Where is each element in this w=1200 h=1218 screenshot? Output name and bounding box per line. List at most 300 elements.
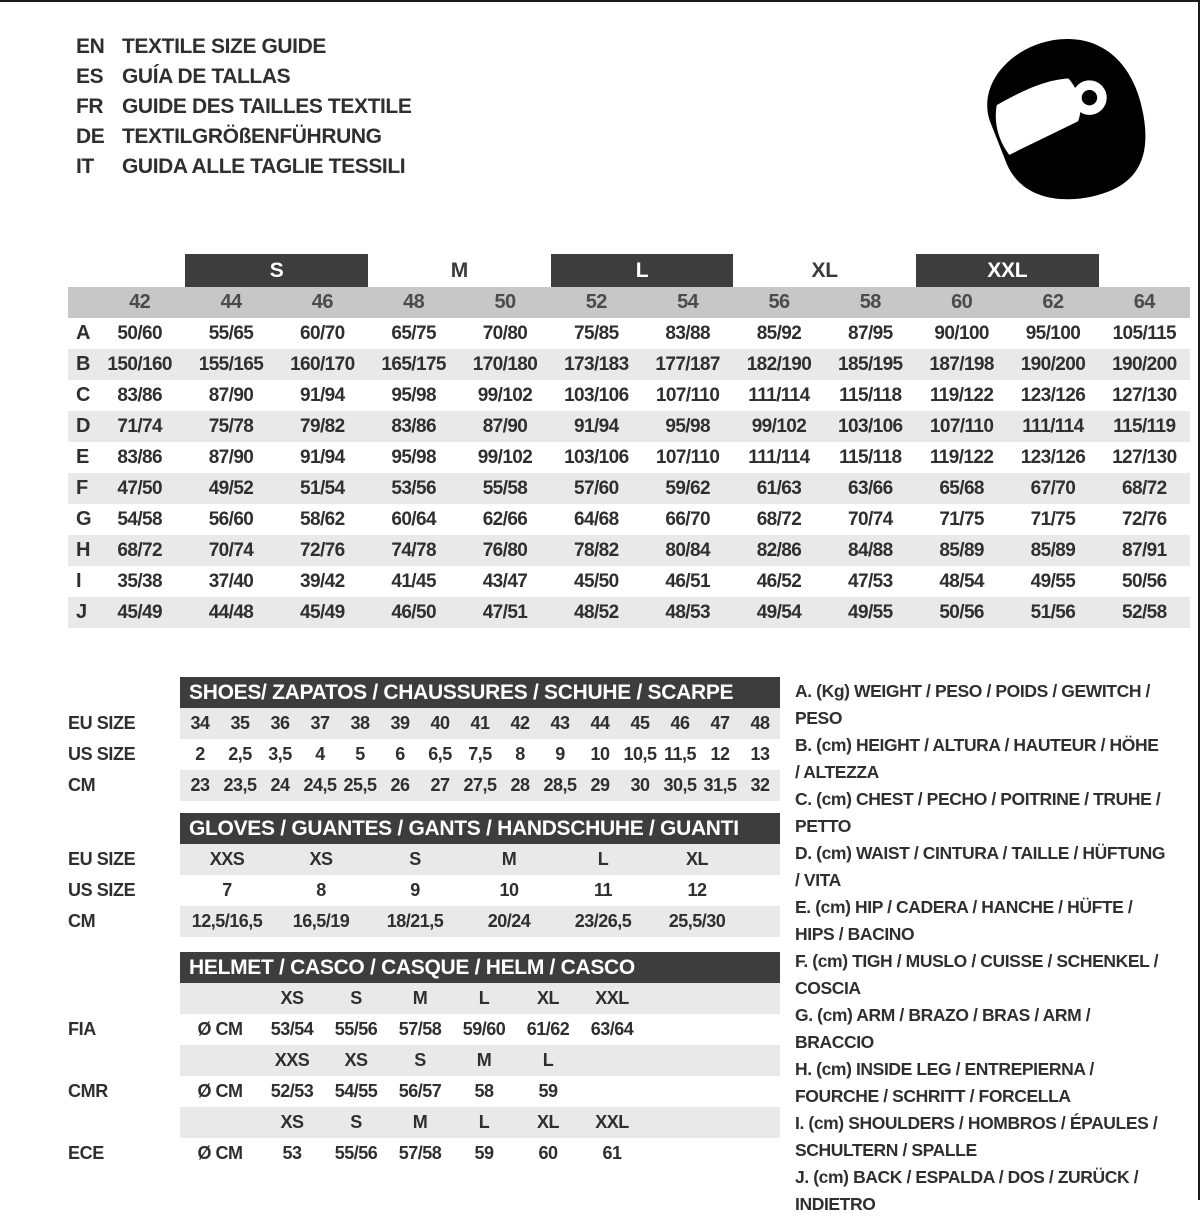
legend-item: I. (cm) SHOULDERS / HOMBROS / ÉPAULES / SCHULTERN / SPALLE [795,1113,1158,1160]
size-cell: M [412,1112,428,1132]
size-cell: 27,5 [463,775,497,795]
numeric-size: 58 [859,291,881,313]
measure-value: 182/190 [746,353,812,375]
measure-value: 76/80 [482,539,528,561]
measure-row-label: D [76,415,91,437]
row-label: EU SIZE [68,849,136,869]
footwear-gloves-helmet-tables [68,677,780,1169]
size-cell: 59/60 [462,1019,506,1039]
measure-value: 55/65 [208,322,254,344]
size-cell: XL [536,988,559,1008]
size-cell: 56/57 [398,1081,442,1101]
size-cell: 63/64 [590,1019,634,1039]
language-title: TEXTILE SIZE GUIDE [122,35,326,58]
size-cell: 57/58 [398,1019,442,1039]
measure-row [68,411,1190,442]
measure-value: 68/72 [756,508,802,530]
legend-item: H. (cm) INSIDE LEG / ENTREPIERNA / FOURCHE / SCHRITT / FORCELLA [795,1059,1094,1106]
measure-value: 170/180 [472,353,538,375]
size-cell: 25,5 [343,775,377,795]
measure-value: 75/78 [208,415,254,437]
measure-row-label: A [76,322,91,344]
numeric-size: 64 [1133,291,1155,313]
row-label [68,1045,180,1076]
measure-value: 46/51 [665,570,710,592]
measure-value: 91/94 [300,446,345,468]
language-code: EN [76,35,105,58]
row-cells [180,844,780,875]
measure-value: 48/54 [939,570,984,592]
measure-row-label: I [76,570,82,592]
size-cell: 25,5/30 [668,911,726,931]
row-cells [180,708,780,739]
measure-value: 165/175 [381,353,446,375]
size-cell: 3,5 [268,744,292,764]
size-cell: 61/62 [526,1019,570,1039]
size-cell: 32 [750,775,770,795]
numeric-size: 42 [129,291,151,313]
measure-value: 61/63 [756,477,802,499]
measure-value: 57/60 [574,477,619,499]
size-cell: 54/55 [334,1081,378,1101]
spacer [68,952,180,983]
measure-value: 103/106 [564,446,629,468]
size-cell: 10 [590,744,610,764]
size-cell: 12 [710,744,730,764]
row-cells [180,875,780,906]
measure-value: 84/88 [848,539,893,561]
helmet-value-row [68,1138,780,1169]
size-cell: 27 [430,775,450,795]
size-cell: 28 [510,775,530,795]
measure-value: 75/85 [574,322,619,344]
measure-value: 53/56 [391,477,436,499]
row-label: CM [68,775,96,795]
size-cell: 9 [410,880,420,900]
measure-value: 68/72 [117,539,162,561]
measure-row [68,504,1190,535]
row-label [68,1107,180,1138]
helmet-value-row [68,1076,780,1107]
helmet-section-title: HELMET / CASCO / CASQUE / HELM / CASCO [180,952,780,983]
size-group-l: L [551,254,734,287]
measure-row-label: J [76,601,87,623]
measure-value: 43/47 [482,570,528,592]
standard-label: FIA [68,1019,96,1039]
measure-row [68,535,1190,566]
numeric-size: 44 [220,291,242,313]
size-cell: 24 [270,775,290,795]
size-cell: 2 [195,744,205,764]
language-row [76,152,411,182]
measure-value: 66/70 [665,508,710,530]
legend-item: A. (Kg) WEIGHT / PESO / POIDS / GEWITCH / PESO [795,681,1150,728]
size-group-m: M [450,258,468,282]
measure-value: 56/60 [208,508,254,530]
measure-value: 91/94 [300,384,345,406]
measure-value: 71/75 [939,508,984,530]
measure-value: 49/55 [848,601,893,623]
size-cell: L [542,1050,554,1070]
size-cell: 61 [602,1143,622,1163]
size-cell: XL [536,1112,559,1132]
measure-value: 55/58 [482,477,528,499]
size-group-s: S [185,254,368,287]
size-cell: S [414,1050,426,1070]
size-cell: XS [280,988,304,1008]
size-cell: 12 [687,880,707,900]
language-code: IT [76,155,94,178]
size-cell: 45 [630,713,650,733]
measure-value: 87/95 [848,322,893,344]
helmet-size-row [68,983,780,1014]
size-cell: 55/56 [334,1019,378,1039]
textile-size-table [68,254,1190,628]
shoes-title-row [68,677,780,708]
helmet-size-row [68,1045,780,1076]
row-label [68,983,180,1014]
size-cell: XXL [595,1112,629,1132]
size-cell: 59 [538,1081,558,1101]
measure-value: 115/119 [1113,415,1176,437]
measure-value: 119/122 [929,446,994,468]
size-cell: L [597,849,609,869]
language-code: DE [76,125,105,148]
racing-helmet-icon [972,30,1162,212]
measure-value: 111/114 [748,384,810,406]
numeric-size: 48 [403,291,425,313]
measure-value: 50/56 [939,601,984,623]
size-cell: 46 [670,713,690,733]
measure-value: 87/91 [1122,539,1167,561]
measure-row [68,566,1190,597]
size-cell: S [350,1112,362,1132]
measure-value: 64/68 [574,508,619,530]
measure-row-label: C [76,384,91,406]
row-label: CM [68,911,96,931]
row-cells [180,1076,780,1107]
measure-value: 74/78 [391,539,436,561]
size-cell: 4 [315,744,325,764]
standard-label: CMR [68,1081,108,1101]
size-group-spacer [1099,254,1190,287]
legend-item: B. (cm) HEIGHT / ALTURA / HAUTEUR / HÖHE / ALTEZZA [795,735,1159,782]
measure-value: 95/98 [391,384,436,406]
size-cell: 37 [310,713,330,733]
size-group-xxl: XXL [916,254,1099,287]
measure-value: 63/66 [848,477,893,499]
measure-value: 83/86 [117,384,162,406]
legend-item: G. (cm) ARM / BRAZO / BRAS / ARM / BRACCIO [795,1005,1091,1052]
row-label: US SIZE [68,744,136,764]
language-title: GUIDE DES TAILLES TEXTILE [122,95,412,118]
row-cells [180,1138,780,1169]
measure-value: 50/60 [117,322,162,344]
measure-value: 95/100 [1025,322,1081,344]
size-cell: XXS [209,849,245,869]
size-cell: 38 [350,713,370,733]
legend-item: D. (cm) WAIST / CINTURA / TAILLE / HÜFTUNG / VITA [795,843,1166,890]
measure-value: 58/62 [300,508,345,530]
measure-value: 46/52 [756,570,802,592]
measure-value: 87/90 [208,446,254,468]
measure-row-label: E [76,446,90,468]
measure-value: 78/82 [574,539,619,561]
language-code: ES [76,65,104,88]
measure-value: 79/82 [300,415,345,437]
measure-row [68,473,1190,504]
measure-row [68,318,1190,349]
size-cell: XS [344,1050,368,1070]
measure-value: 47/51 [482,601,528,623]
measure-value: 50/56 [1122,570,1167,592]
row-cells [180,906,780,937]
row-label: EU SIZE [68,713,136,733]
size-group-spacer [68,254,185,287]
numeric-size: 46 [311,291,333,313]
size-cell: 30,5 [663,775,697,795]
measure-value: 127/130 [1112,446,1177,468]
measure-value: 83/86 [391,415,436,437]
size-cell: S [350,988,362,1008]
size-cell: 13 [750,744,770,764]
size-cell: 43 [550,713,570,733]
numeric-size: 62 [1042,291,1064,313]
measure-value: 70/80 [482,322,528,344]
measure-value: 177/187 [655,353,720,375]
measure-value: 187/198 [929,353,994,375]
size-cell: XS [309,849,333,869]
size-cell: 10 [499,880,519,900]
measure-value: 127/130 [1112,384,1177,406]
size-cell: 11 [593,880,613,900]
size-cell: XXS [274,1050,310,1070]
measure-value: 65/68 [939,477,984,499]
size-cell: 7,5 [468,744,492,764]
measure-value: 95/98 [391,446,436,468]
size-cell: 47 [710,713,730,733]
row-cells [180,1107,780,1138]
language-code: FR [76,95,104,118]
measure-row-label: H [76,539,91,561]
size-cell: 55/56 [334,1143,378,1163]
size-row [68,844,780,875]
unit-cell: Ø CM [197,1019,243,1039]
size-cell: XS [280,1112,304,1132]
measure-value: 123/126 [1020,446,1086,468]
measure-row-label: G [76,508,92,530]
numeric-size-row [68,287,1190,318]
size-row [68,739,780,770]
size-cell: L [478,988,490,1008]
size-cell: M [476,1050,492,1070]
measure-value: 52/58 [1122,601,1167,623]
size-cell: 12,5/16,5 [191,911,263,931]
size-cell: 26 [390,775,410,795]
size-cell: 2,5 [228,744,252,764]
measure-row [68,597,1190,628]
size-cell: 28,5 [543,775,577,795]
measure-value: 37/40 [208,570,254,592]
gloves-rows [68,844,780,937]
size-cell: 53 [282,1143,302,1163]
measure-value: 91/94 [574,415,619,437]
measure-value: 111/114 [748,446,810,468]
measure-row [68,349,1190,380]
helmet-size-row [68,1107,780,1138]
size-cell: 36 [270,713,290,733]
size-row [68,770,780,801]
language-row [76,92,411,122]
size-cell: 24,5 [303,775,337,795]
size-cell: 6,5 [428,744,452,764]
size-cell: 18/21,5 [386,911,444,931]
language-title: TEXTILGRÖßENFÜHRUNG [122,125,382,148]
measure-value: 111/114 [1022,415,1084,437]
size-cell: 23,5 [223,775,257,795]
measure-value: 83/88 [665,322,710,344]
measure-value: 45/50 [574,570,619,592]
legend-item: J. (cm) BACK / ESPALDA / DOS / ZURÜCK / INDIETRO [795,1167,1139,1214]
measure-value: 90/100 [934,322,989,344]
row-cells [180,739,780,770]
measure-value: 71/75 [1030,508,1076,530]
measure-value: 85/92 [756,322,802,344]
size-cell: 40 [430,713,450,733]
row-cells [180,770,780,801]
size-group-xl: XL [811,258,838,282]
measure-value: 85/89 [939,539,984,561]
size-cell: 44 [590,713,610,733]
measure-value: 60/64 [391,508,436,530]
size-row [68,906,780,937]
gloves-title-row [68,813,780,844]
legend-item: C. (cm) CHEST / PECHO / POITRINE / TRUHE / PETTO [795,789,1161,836]
size-cell: 35 [230,713,250,733]
measure-value: 107/110 [929,415,994,437]
measure-value: 49/54 [756,601,802,623]
shoes-section-title: SHOES/ ZAPATOS / CHAUSSURES / SCHUHE / SCARPE [180,677,780,708]
numeric-size: 50 [494,291,516,313]
measure-value: 105/115 [1112,322,1177,344]
standard-label: ECE [68,1143,104,1163]
numeric-size-spacer [68,287,94,318]
measure-value: 67/70 [1030,477,1076,499]
measure-value: 70/74 [848,508,893,530]
measure-value: 70/74 [208,539,254,561]
measure-value: 60/70 [300,322,345,344]
measure-value: 47/53 [848,570,893,592]
size-cell: XXL [595,988,629,1008]
measure-value: 45/49 [300,601,345,623]
legend-item: E. (cm) HIP / CADERA / HANCHE / HÜFTE / HIPS / BACINO [795,897,1133,944]
size-cell: 16,5/19 [292,911,350,931]
measure-value: 49/55 [1030,570,1076,592]
measure-value: 62/66 [482,508,528,530]
measure-value: 190/200 [1020,353,1086,375]
language-title-list [76,32,411,182]
measure-value: 173/183 [564,353,629,375]
measure-value: 45/49 [117,601,162,623]
measure-value: 123/126 [1020,384,1086,406]
measure-value: 185/195 [838,353,903,375]
size-cell: 42 [510,713,530,733]
size-cell: 8 [515,744,525,764]
numeric-size: 54 [677,291,699,313]
unit-cell: Ø CM [197,1143,243,1163]
measure-value: 107/110 [655,446,720,468]
measure-value: 44/48 [208,601,254,623]
numeric-size: 52 [585,291,607,313]
size-cell: 48 [750,713,770,733]
measure-value: 107/110 [655,384,720,406]
size-cell: 31,5 [703,775,737,795]
row-label: US SIZE [68,880,136,900]
helmet-title-row [68,952,780,983]
measure-value: 87/90 [208,384,254,406]
size-cell: 58 [474,1081,494,1101]
measure-value: 46/50 [391,601,436,623]
unit-cell: Ø CM [197,1081,243,1101]
size-cell: 60 [538,1143,558,1163]
language-row [76,62,411,92]
measure-value: 99/102 [477,384,533,406]
gloves-size-section [68,813,780,937]
measure-value: 71/74 [117,415,162,437]
size-cell: 10,5 [623,744,657,764]
measure-value: 119/122 [929,384,994,406]
measurement-legend [795,678,1167,1218]
shoes-rows [68,708,780,801]
measure-value: 65/75 [391,322,436,344]
size-cell: 53/54 [270,1019,314,1039]
measure-value: 72/76 [300,539,345,561]
size-cell: S [409,849,421,869]
measure-row [68,380,1190,411]
size-row [68,708,780,739]
numeric-size: 56 [768,291,790,313]
measure-row-label: B [76,353,91,375]
size-cell: 41 [470,713,490,733]
measure-value: 39/42 [300,570,345,592]
measure-value: 103/106 [564,384,629,406]
measure-value: 49/52 [208,477,254,499]
measure-value: 80/84 [665,539,710,561]
measure-value: 47/50 [117,477,162,499]
helmet-rows [68,983,780,1169]
measure-value: 82/86 [756,539,802,561]
helmet-value-row [68,1014,780,1045]
helmet-size-section [68,952,780,1169]
measure-value: 48/53 [665,601,710,623]
measure-value: 41/45 [391,570,436,592]
measure-value: 54/58 [117,508,162,530]
measure-value: 35/38 [117,570,162,592]
measure-row-label: F [76,477,88,499]
size-cell: 52/53 [270,1081,314,1101]
size-cell: 5 [355,744,365,764]
gloves-section-title: GLOVES / GUANTES / GANTS / HANDSCHUHE / GUANTI [180,813,780,844]
measure-value: 99/102 [477,446,533,468]
measure-value: 99/102 [751,415,807,437]
size-cell: M [412,988,428,1008]
measure-value: 51/54 [300,477,345,499]
size-cell: 23/26,5 [574,911,632,931]
measure-value: 68/72 [1122,477,1167,499]
row-cells [180,1045,780,1076]
size-cell: 11,5 [663,744,697,764]
size-cell: L [478,1112,490,1132]
